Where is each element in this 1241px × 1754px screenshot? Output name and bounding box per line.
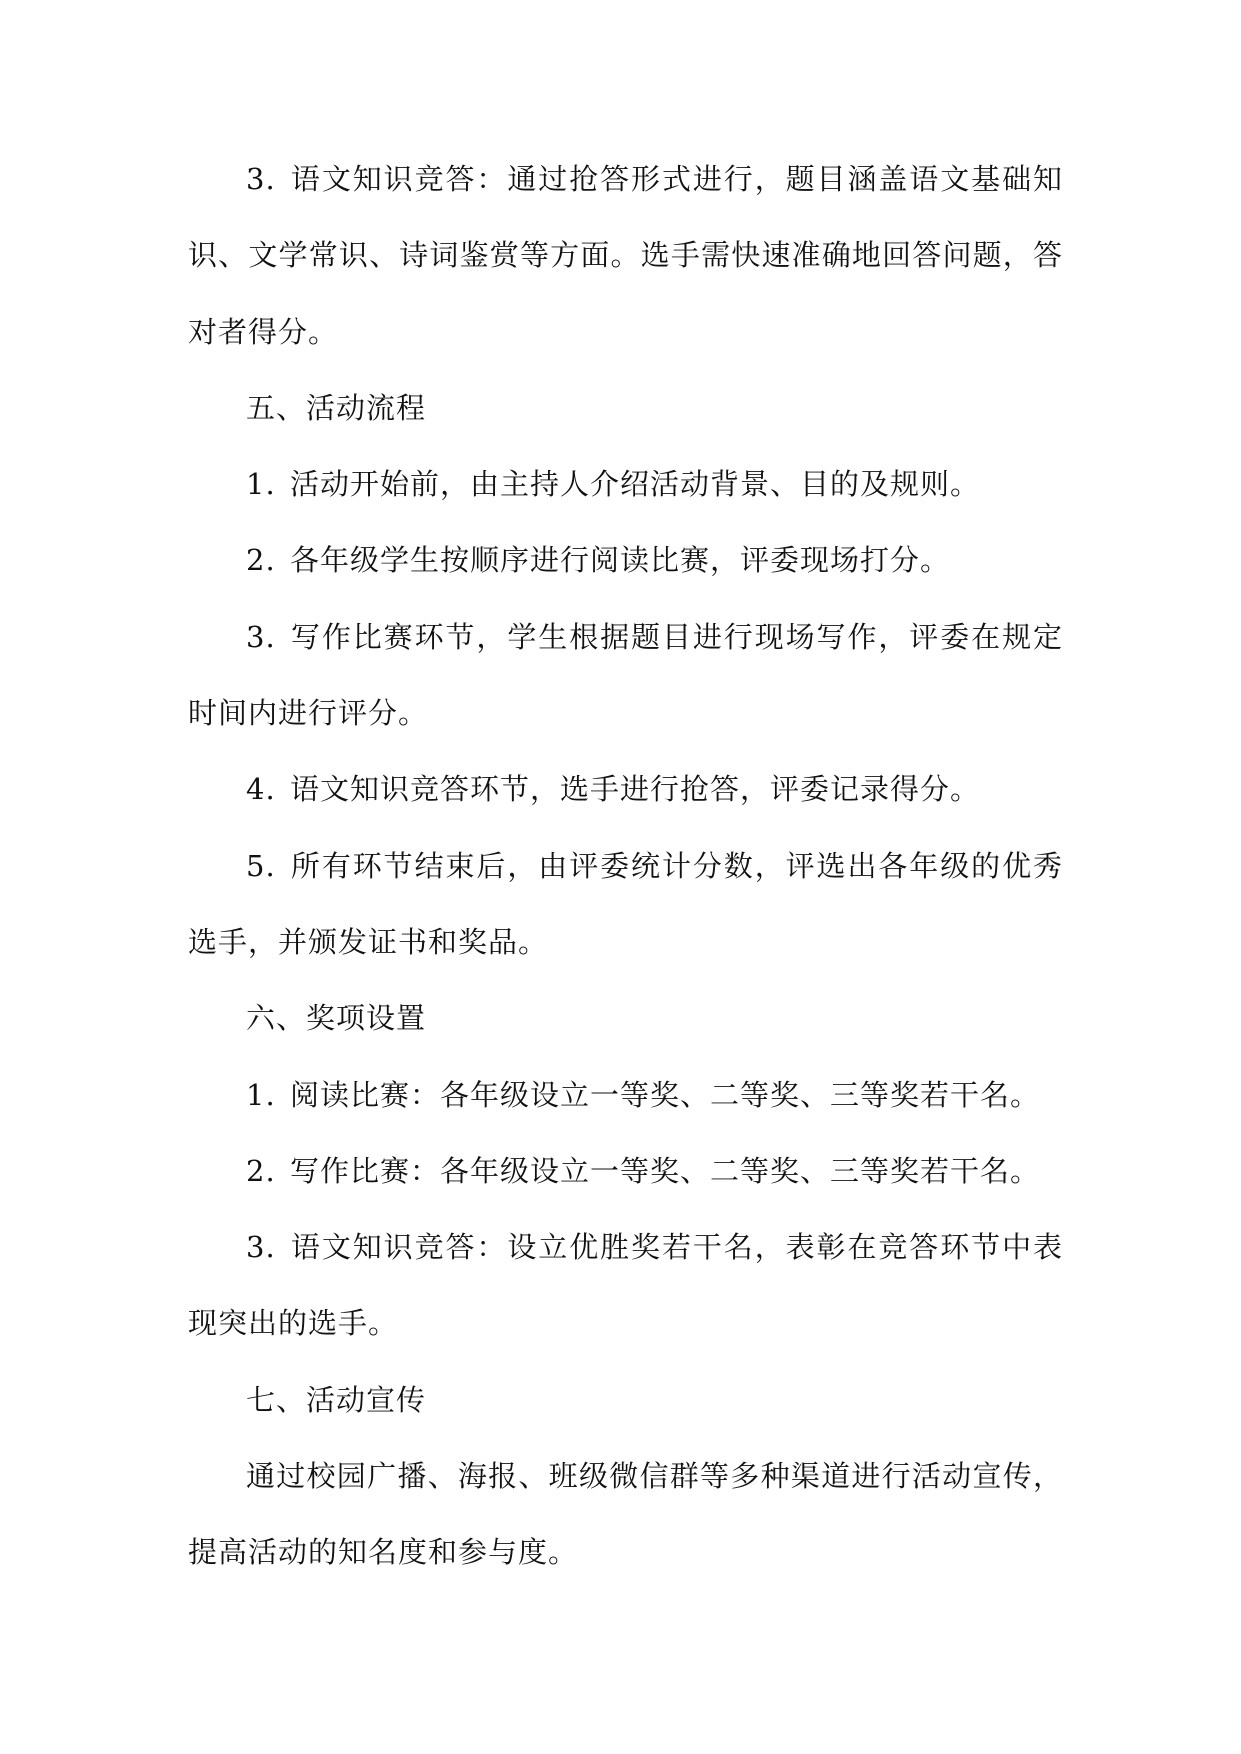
item-number: 5. (246, 848, 276, 883)
section-heading: 六、奖项设置 (246, 1001, 427, 1036)
item-text: 语文知识竞答：通过抢答形式进行，题目涵盖语文基础知识、文学常识、诗词鉴赏等方面。选手需快速准确地回答问题，答对者得分。 (188, 162, 1063, 349)
list-item (188, 522, 1063, 598)
item-text: 语文知识竞答：设立优胜奖若干名，表彰在竞答环节中表现突出的选手。 (188, 1230, 1063, 1341)
document-body (188, 141, 1063, 1591)
list-item (188, 1209, 1063, 1362)
item-number: 2. (246, 543, 276, 578)
section-heading: 五、活动流程 (246, 390, 427, 425)
item-text: 各年级学生按顺序进行阅读比赛，评委现场打分。 (290, 543, 951, 578)
item-number: 3. (246, 1230, 276, 1265)
item-text: 语文知识竞答环节，选手进行抢答，评委记录得分。 (290, 772, 981, 807)
item-number: 1. (246, 1077, 276, 1112)
list-item (188, 828, 1063, 981)
item-text: 写作比赛环节，学生根据题目进行现场写作，评委在规定时间内进行评分。 (188, 619, 1063, 731)
list-item (188, 599, 1063, 752)
list-item (188, 751, 1063, 827)
item-text: 所有环节结束后，由评委统计分数，评选出各年级的优秀选手，并颁发证书和奖品。 (188, 848, 1063, 959)
item-number: 3. (246, 619, 276, 654)
item-text: 写作比赛：各年级设立一等奖、二等奖、三等奖若干名。 (290, 1153, 1041, 1188)
item-text: 活动开始前，由主持人介绍活动背景、目的及规则。 (290, 467, 981, 502)
item-number: 1. (246, 467, 276, 502)
list-item (188, 1057, 1063, 1133)
paragraph: 通过校园广播、海报、班级微信群等多种渠道进行活动宣传，提高活动的知名度和参与度。 (188, 1459, 1063, 1570)
list-item (188, 446, 1063, 522)
section-heading: 七、活动宣传 (246, 1382, 427, 1417)
list-item (188, 141, 1063, 370)
item-number: 3. (246, 162, 276, 196)
item-text: 阅读比赛：各年级设立一等奖、二等奖、三等奖若干名。 (290, 1077, 1041, 1112)
item-number: 2. (246, 1153, 276, 1188)
list-item (188, 1133, 1063, 1209)
item-number: 4. (246, 772, 276, 807)
